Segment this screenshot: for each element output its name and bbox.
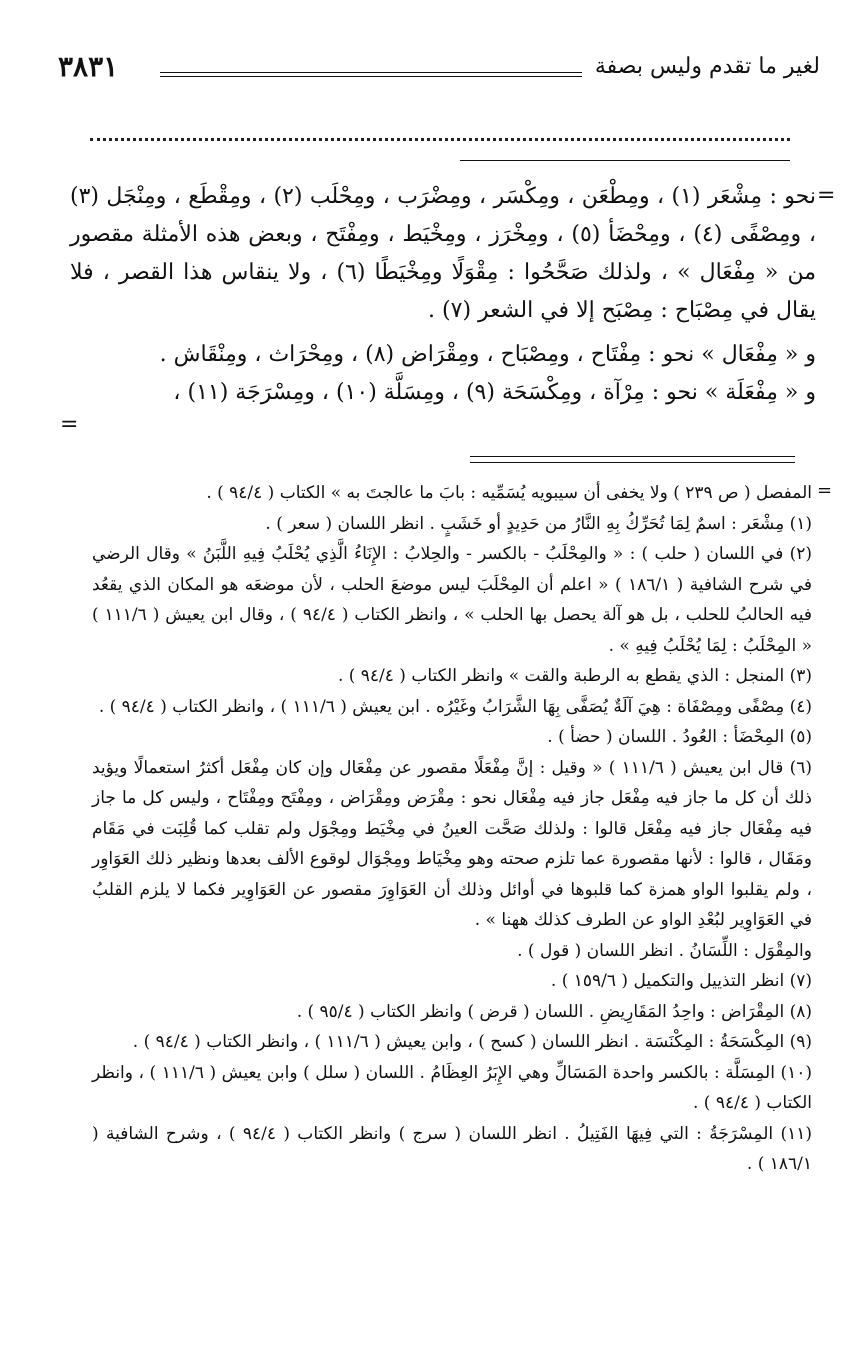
- footnote-item: (١٠) المِسَلَّة : بالكسر واحدة المَسَالِّ وهي الإِبَرُ العِظَامُ . اللسان ( سلل ) وابن يعيش ( ١١١/٦ ) ، وانظر الكتاب ( ٩٤/٤ ) .: [92, 1062, 812, 1113]
- running-title: لغير ما تقدم وليس بصفة: [594, 54, 820, 79]
- footnote-item: (٥) المِحْضَأ : العُودُ . اللسان ( حضأ ) .: [547, 727, 812, 747]
- footnote-rule-2: [470, 462, 795, 463]
- dotted-divider: [90, 122, 790, 141]
- footnote-item: (٩) المِكْسَحَةُ : المِكْنَسَة . انظر اللسان ( كسح ) ، وابن يعيش ( ١١١/٦ ) ، وانظر الكتاب ( ٩٤/٤ ) .: [132, 1032, 812, 1052]
- header-rule: [160, 72, 582, 77]
- main-paragraph-2: و « مِفْعَال » نحو : مِفْتَاح ، ومِصْبَاح ، ومِقْرَاض (٨) ، ومِحْرَاث ، ومِنْقَاش .: [159, 342, 816, 367]
- footnote-item: والمِقْوَل : اللِّسَانُ . انظر اللسان ( قول ) .: [517, 940, 812, 961]
- footnote-item: (٨) المِقْرَاض : واحِدُ المَقَارِيضِ . اللسان ( قرض ) وانظر الكتاب ( ٩٥/٤ ) .: [296, 1001, 812, 1022]
- footnote-item: (٣) المنجل : الذي يقطع به الرطبة والقت » وانظر الكتاب ( ٩٤/٤ ) .: [337, 666, 812, 686]
- top-rule: [460, 160, 790, 161]
- footnote-item: المفصل ( ص ٢٣٩ ) ولا يخفى أن سيبويه يُسَمِّيه : بابَ ما عالجتَ به » الكتاب ( ٩٤/٤ ) .: [206, 483, 812, 503]
- footnote-item: (٦) قال ابن يعيش ( ١١١/٦ ) « وقيل : إنَّ مِفْعَلًا مقصور عن مِفْعَال وإن كان مِفْعَل أكثرُ استعمالًا ويؤيد ذلك أن كل ما جاز فيه مِفْعَل جاز فيه مِفْعَال نحو : مِقْرَض ومِقْرَاض ، ومِفْتَح ومِفْتَاح ، وليس كل ما جاز فيه مِفْعَال جاز فيه مِفْعَل قالوا : ولذلك صَحَّت العينُ في مِخْيَط ومِجْوَل ولم تقلب كما قُلِبَت في مَقَام ومَقَال ، قالوا : لأنها مقصورة عما تلزم صحته وهو مِخْيَاط ومِجْوَال لوقوع الألف بعدها ونظير ذلك العَوَاوِر ، ولم يقلبوا الواو همزة كما قلبوها في أوائل وذلك أن العَوَاوِرَ مقصور عن العَوَاوِير فكما لا يلزم القلبُ في العَوَاوِير لبُعْدِ الواو عن الطرف كذلك ههنا » .: [92, 757, 812, 930]
- footnote-item: (٤) مِصْفًى ومِصْفَاة : هِيَ آلَةٌ يُصَفَّى بِهَا الشَّرَابُ وغَيْرُه . ابن يعيش ( ١١١/٦ ) ، وانظر الكتاب ( ٩٤/٤ ) .: [98, 696, 812, 717]
- main-paragraph-1: نحو : مِشْعَر (١) ، ومِطْعَن ، ومِكْسَر ، ومِضْرَب ، ومِحْلَب (٢) ، ومِقْطَع ، ومِنْجَل (٣) ، ومِصْفًى (٤) ، ومِحْضَأ (٥) ، ومِخْرَز ، ومِخْيَط ، ومِفْتَح ، وبعض هذه الأمثلة مقصور من « مِفْعَال » ، ولذلك صَحَّحُوا : مِقْوَلًا ومِخْيَطًا (٦) ، ولا ينقاس هذا القصر ، فلا يقال في مِصْبَاح : مِصْبَح إلا في الشعر (٧) .: [70, 184, 817, 323]
- page-header: [58, 52, 820, 92]
- footnote-item: (١) مِشْعَر : اسمٌ لِمَا تُحَرِّكُ بِهِ النَّارُ من حَدِيدٍ أو خَشَبٍ . انظر اللسان ( سعر ) .: [265, 513, 812, 534]
- footnote-item: (٧) انظر التذييل والتكميل ( ١٥٩/٦ ) .: [550, 971, 812, 991]
- page-number: ٣٨٣١: [58, 50, 119, 83]
- footnote-item: (٢) في اللسان ( حلب ) : « والمِحْلَبُ - بالكسر - والحِلابُ : الإِنَاءُ الَّذِي يُحْلَبُ فِيهِ اللَّبَنُ » وقال الرضي في شرح الشافية ( ١٨٦/١ ) « اعلم أن المِحْلَبَ ليس موضعَ الحلب ، لأن موضعَه هو المكان الذي يقعُد فيه الحالبُ للحلب ، بل هو آلة يحصل بها الحلب » ، وانظر الكتاب ( ٩٤/٤ ) ، وقال ابن يعيش ( ١١١/٦ ) « المِحْلَبُ : لِمَا يُحْلَبُ فِيهِ » .: [92, 544, 812, 656]
- main-text: [70, 178, 816, 412]
- footnote-rule-1: [470, 456, 795, 457]
- footnote-item: (١١) المِسْرَجَةُ : التي فِيهَا الفَتِيلُ . انظر اللسان ( سرج ) وانظر الكتاب ( ٩٤/٤ ) ، وشرح الشافية ( ١٨٦/١ ) .: [92, 1123, 812, 1174]
- continuation-mark-right: =: [817, 183, 836, 208]
- footnotes: [92, 478, 812, 1180]
- continuation-mark-left: =: [60, 412, 79, 437]
- main-paragraph-3: و « مِفْعَلَة » نحو : مِرْآة ، ومِكْسَحَة (٩) ، ومِسَلَّة (١٠) ، ومِسْرَجَة (١١) ،: [173, 380, 816, 405]
- footnote-continuation-mark: =: [817, 480, 833, 501]
